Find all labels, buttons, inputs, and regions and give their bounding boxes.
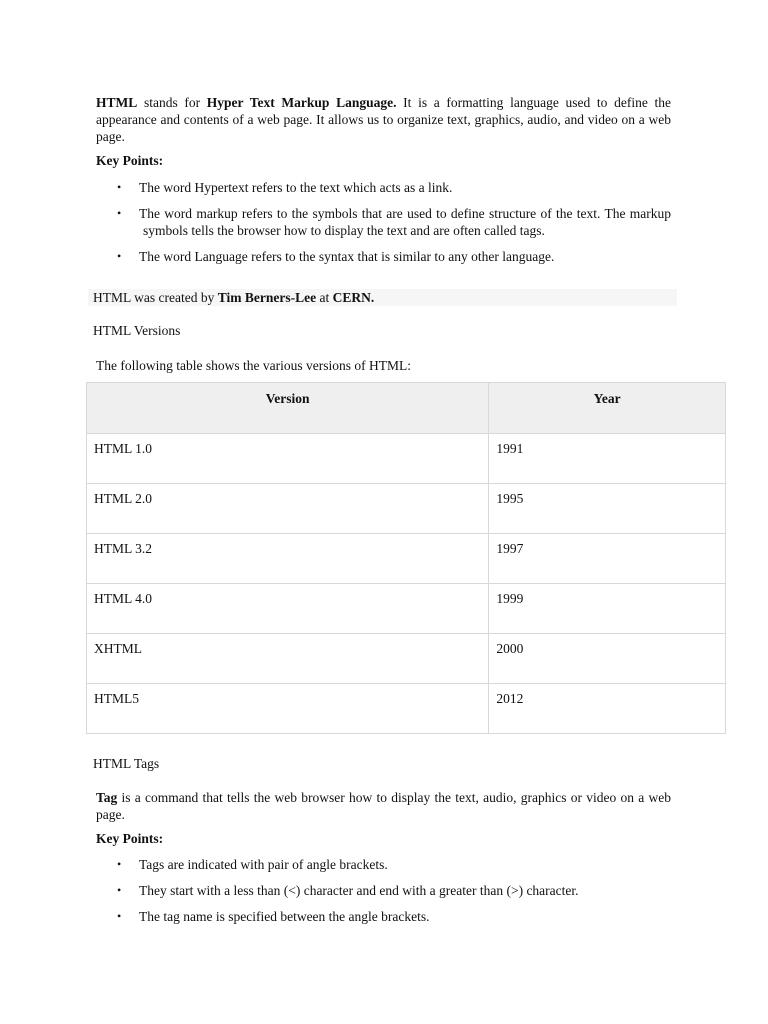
list-item <box>96 908 671 925</box>
intro-rest: It is a formatting language used to define the appearance and contents of a web page. It allows us to organize text, graphics, audio, and video on a web page. <box>96 95 671 144</box>
table-row <box>87 434 726 484</box>
cell-version: HTML5 <box>87 684 489 734</box>
cell-year: 1991 <box>489 434 726 484</box>
list-item-text: The tag name is specified between the angle brackets. <box>139 909 430 924</box>
versions-heading: HTML Versions <box>93 323 181 338</box>
tags-heading: HTML Tags <box>93 756 160 771</box>
list-item <box>96 179 671 196</box>
key-points-list-2 <box>96 856 671 925</box>
list-item-text: The word Hypertext refers to the text which acts as a link. <box>139 180 453 195</box>
list-item-text: The word markup refers to the symbols that are used to define structure of the text. The markup symbols tells the browser how to display the text and are often called tags. <box>139 206 671 238</box>
table-header-row <box>87 383 726 434</box>
versions-table <box>86 382 726 734</box>
table-row <box>87 634 726 684</box>
intro-stands-for: stands for <box>137 95 207 110</box>
tag-definition-rest: is a command that tells the web browser how to display the text, audio, graphics or video on a web page. <box>96 790 671 822</box>
created-by-prefix: HTML was created by <box>93 290 218 305</box>
cell-version: XHTML <box>87 634 489 684</box>
list-item-text: They start with a less than (<) character and end with a greater than (>) character. <box>139 883 579 898</box>
table-row <box>87 684 726 734</box>
intro-term: HTML <box>96 95 138 110</box>
list-item <box>96 248 671 265</box>
cell-year: 1995 <box>489 484 726 534</box>
key-points-heading-2: Key Points: <box>96 831 164 846</box>
bullet-icon: • <box>117 206 122 220</box>
bullet-icon: • <box>117 180 122 194</box>
table-row <box>87 484 726 534</box>
cell-version: HTML 1.0 <box>87 434 489 484</box>
tag-definition-paragraph <box>96 789 671 823</box>
cell-year: 1997 <box>489 534 726 584</box>
cell-version: HTML 2.0 <box>87 484 489 534</box>
created-by-line <box>88 289 677 306</box>
cell-version: HTML 4.0 <box>87 584 489 634</box>
bullet-icon: • <box>117 909 122 923</box>
list-item <box>96 882 671 899</box>
key-points-list-1 <box>96 179 671 265</box>
list-item-text: Tags are indicated with pair of angle brackets. <box>139 857 388 872</box>
list-item <box>96 856 671 873</box>
list-item <box>96 205 671 239</box>
table-intro: The following table shows the various versions of HTML: <box>96 358 411 373</box>
bullet-icon: • <box>117 249 122 263</box>
bullet-icon: • <box>117 883 122 897</box>
cell-year: 2012 <box>489 684 726 734</box>
column-header-year: Year <box>489 383 726 434</box>
cell-year: 1999 <box>489 584 726 634</box>
tag-term: Tag <box>96 790 118 805</box>
bullet-icon: • <box>117 857 122 871</box>
cell-year: 2000 <box>489 634 726 684</box>
table-row <box>87 584 726 634</box>
intro-paragraph <box>96 94 671 145</box>
cell-version: HTML 3.2 <box>87 534 489 584</box>
list-item-text: The word Language refers to the syntax that is similar to any other language. <box>139 249 555 264</box>
created-by-person: Tim Berners-Lee <box>217 290 317 305</box>
table-row <box>87 534 726 584</box>
intro-expansion: Hyper Text Markup Language. <box>206 95 397 110</box>
created-by-org: CERN. <box>332 290 375 305</box>
created-by-at: at <box>316 290 333 305</box>
key-points-heading-1: Key Points: <box>96 153 164 168</box>
column-header-version: Version <box>87 383 489 434</box>
